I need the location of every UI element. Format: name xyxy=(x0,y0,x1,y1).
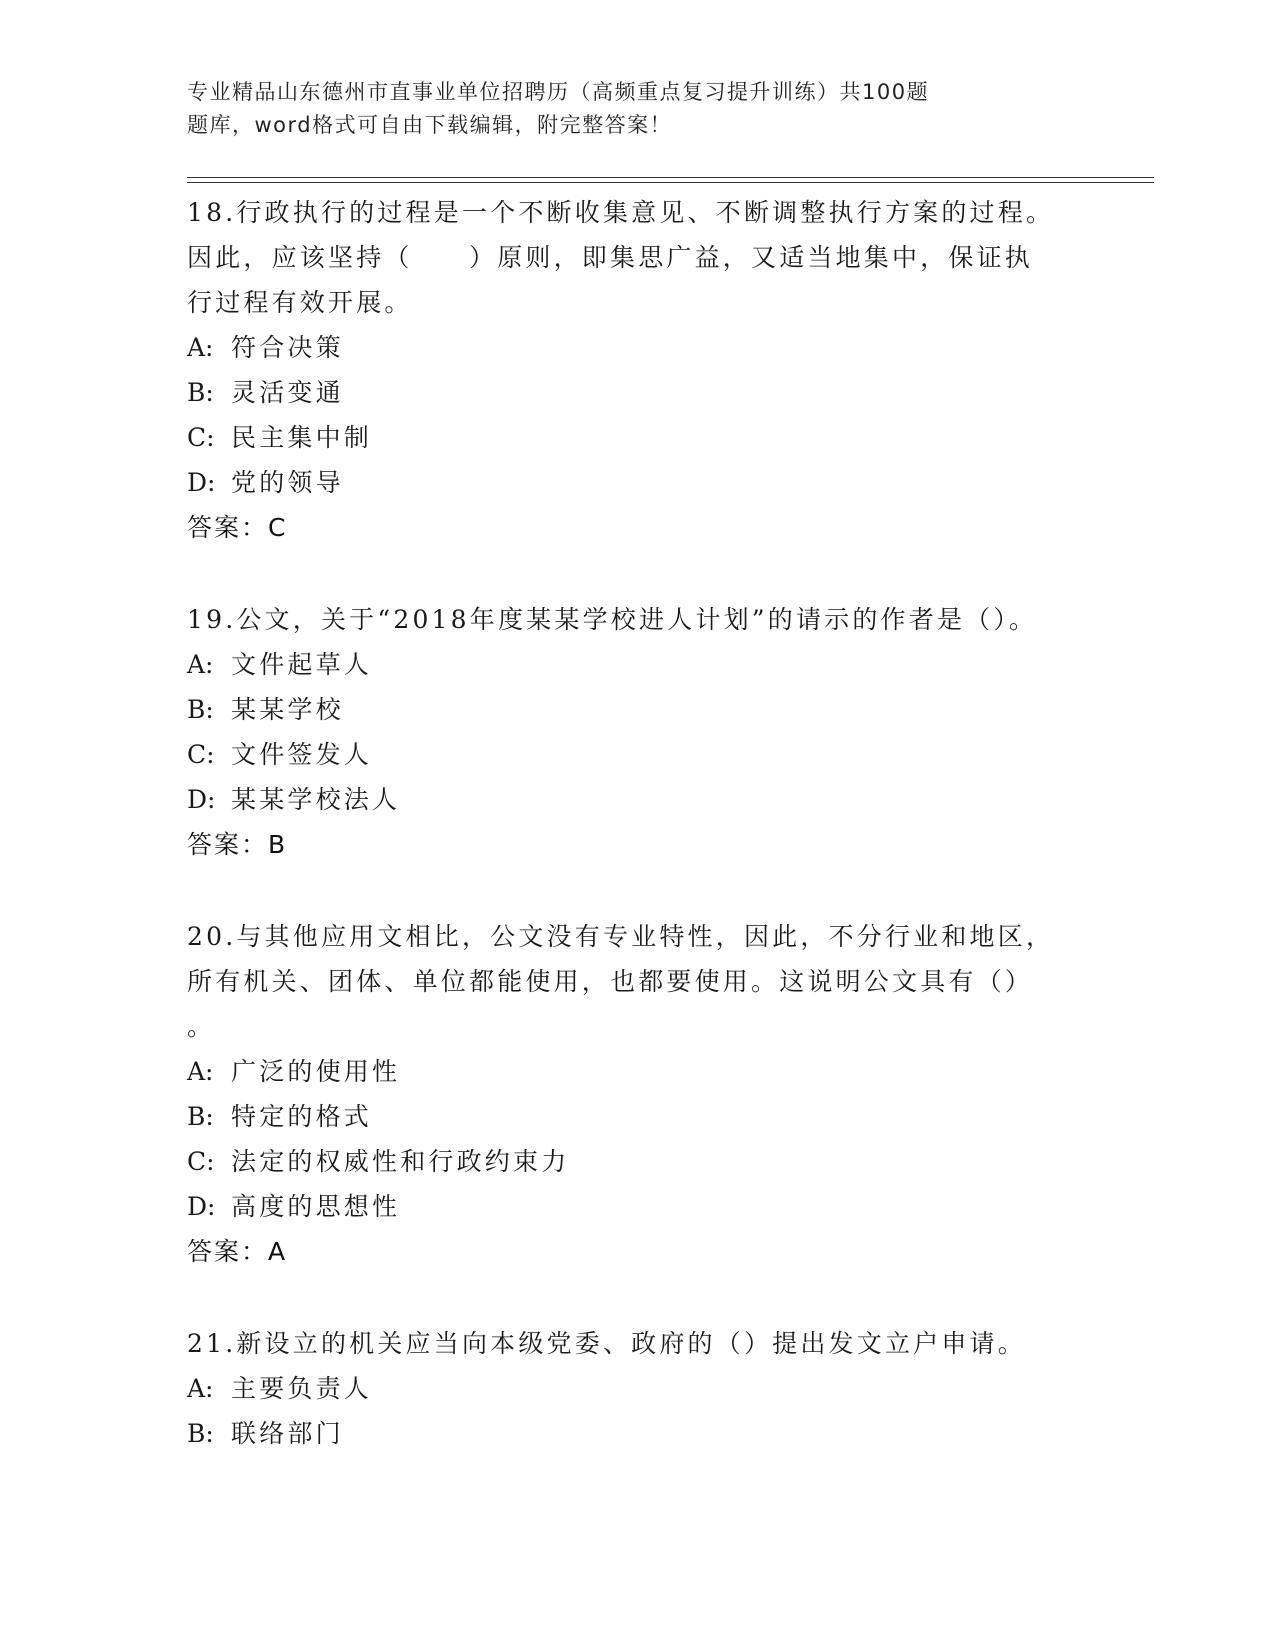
option-key: A: xyxy=(187,650,214,679)
option-text: 广泛的使用性 xyxy=(231,1057,401,1086)
header-line-2: 题库，word格式可自由下载编辑，附完整答案！ xyxy=(187,113,673,137)
option-text: 法定的权威性和行政约束力 xyxy=(231,1147,570,1176)
option-key: A: xyxy=(187,1057,214,1086)
question-stem xyxy=(187,597,1087,642)
option-key: B: xyxy=(187,695,214,724)
option-key: B: xyxy=(187,378,214,407)
option-key: C: xyxy=(187,740,215,769)
question-stem-line: 行过程有效开展。 xyxy=(187,288,413,317)
question-stem xyxy=(187,1321,1087,1366)
question-stem-line: 18.行政执行的过程是一个不断收集意见、不断调整执行方案的过程。 xyxy=(187,198,1055,227)
option-text: 党的领导 xyxy=(231,468,344,497)
option-a xyxy=(187,642,1087,687)
option-key: C: xyxy=(187,423,215,452)
option-key: D: xyxy=(187,785,216,814)
option-text: 高度的思想性 xyxy=(231,1192,401,1221)
option-text: 灵活变通 xyxy=(231,378,344,407)
question-21 xyxy=(187,1321,1087,1456)
spacer xyxy=(187,867,1087,914)
option-b xyxy=(187,1094,1087,1139)
option-key: D: xyxy=(187,468,216,497)
answer-line: 答案：A xyxy=(187,1237,288,1266)
option-key: B: xyxy=(187,1419,214,1448)
option-text: 文件起草人 xyxy=(231,650,373,679)
option-d xyxy=(187,777,1087,822)
question-stem-line: 所有机关、团体、单位都能使用，也都要使用。这说明公文具有（） xyxy=(187,967,1034,996)
option-c xyxy=(187,1139,1087,1184)
question-19 xyxy=(187,597,1087,867)
option-c xyxy=(187,415,1087,460)
option-b xyxy=(187,370,1087,415)
question-stem xyxy=(187,190,1087,325)
option-text: 民主集中制 xyxy=(231,423,373,452)
option-text: 主要负责人 xyxy=(231,1374,373,1403)
option-b xyxy=(187,1411,1087,1456)
option-text: 符合决策 xyxy=(231,333,344,362)
question-stem-line: 21.新设立的机关应当向本级党委、政府的（）提出发文立户申请。 xyxy=(187,1329,1026,1358)
option-a xyxy=(187,325,1087,370)
option-key: A: xyxy=(187,333,214,362)
question-stem xyxy=(187,914,1087,1049)
question-18 xyxy=(187,190,1087,550)
document-header xyxy=(187,76,1047,142)
option-c xyxy=(187,732,1087,777)
question-stem-line: 20.与其他应用文相比，公文没有专业特性，因此，不分行业和地区， xyxy=(187,922,1055,951)
option-text: 特定的格式 xyxy=(231,1102,373,1131)
option-text: 某某学校法人 xyxy=(231,785,401,814)
option-text: 联络部门 xyxy=(231,1419,344,1448)
option-d xyxy=(187,460,1087,505)
header-divider-bottom xyxy=(187,182,1154,183)
option-key: B: xyxy=(187,1102,214,1131)
option-b xyxy=(187,687,1087,732)
option-a xyxy=(187,1049,1087,1094)
question-stem-line: 19.公文，关于“2018年度某某学校进人计划”的请示的作者是（）。 xyxy=(187,605,1038,634)
option-a xyxy=(187,1366,1087,1411)
header-line-1: 专业精品山东德州市直事业单位招聘历（高频重点复习提升训练）共100题 xyxy=(187,80,930,104)
option-key: A: xyxy=(187,1374,214,1403)
option-text: 文件签发人 xyxy=(231,740,373,769)
question-stem-line: 。 xyxy=(187,1012,216,1041)
question-20 xyxy=(187,914,1087,1274)
header-divider-top xyxy=(187,177,1154,178)
option-key: C: xyxy=(187,1147,215,1176)
spacer xyxy=(187,550,1087,597)
question-stem-line: 因此，应该坚持（ ）原则，即集思广益，又适当地集中，保证执 xyxy=(187,243,1034,272)
answer-line: 答案：B xyxy=(187,830,288,859)
spacer xyxy=(187,1274,1087,1321)
option-key: D: xyxy=(187,1192,216,1221)
option-d xyxy=(187,1184,1087,1229)
answer-line: 答案：C xyxy=(187,513,288,542)
question-list xyxy=(187,190,1087,1456)
option-text: 某某学校 xyxy=(231,695,344,724)
